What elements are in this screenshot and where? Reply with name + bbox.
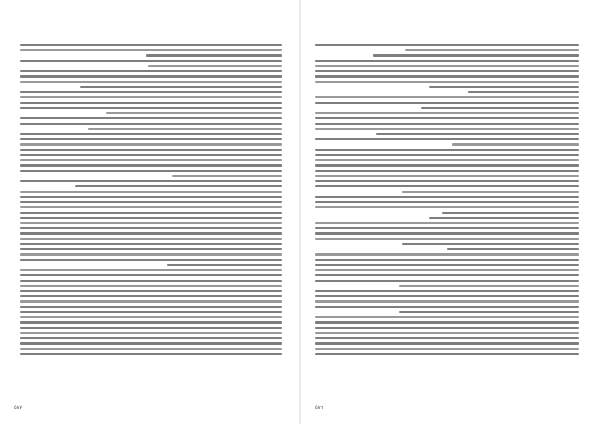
text-line <box>315 196 579 198</box>
text-line <box>376 133 579 135</box>
text-line <box>315 170 579 172</box>
text-line <box>20 259 282 261</box>
text-line <box>315 295 579 297</box>
text-line <box>315 96 579 98</box>
text-line <box>172 175 282 177</box>
text-line <box>315 259 579 261</box>
text-line <box>20 123 282 125</box>
text-line <box>20 227 282 229</box>
text-line <box>315 306 579 308</box>
text-line <box>315 81 579 83</box>
text-line <box>315 342 579 344</box>
text-line <box>20 269 282 271</box>
text-line <box>315 206 579 208</box>
text-line <box>20 196 282 198</box>
text-line <box>20 327 282 329</box>
text-line <box>315 128 579 130</box>
text-line <box>315 112 579 114</box>
text-line <box>20 143 282 145</box>
text-line <box>20 353 282 355</box>
text-line <box>315 70 579 72</box>
text-line <box>20 91 282 93</box>
text-line <box>20 311 282 313</box>
text-line <box>20 280 282 282</box>
text-line <box>402 191 579 193</box>
text-line <box>20 138 282 140</box>
text-line <box>20 300 282 302</box>
text-line <box>20 332 282 334</box>
text-line <box>20 49 282 51</box>
text-line <box>429 86 579 88</box>
text-line <box>315 264 579 266</box>
left-page-text-column <box>20 44 282 392</box>
text-line <box>315 316 579 318</box>
text-line <box>20 306 282 308</box>
text-line <box>20 321 282 323</box>
text-line <box>399 285 579 287</box>
text-line <box>20 206 282 208</box>
text-line <box>315 348 579 350</box>
text-line <box>148 65 282 67</box>
text-line <box>315 138 579 140</box>
text-line <box>452 143 579 145</box>
text-line <box>315 327 579 329</box>
text-line <box>315 123 579 125</box>
text-line <box>20 170 282 172</box>
text-line <box>315 290 579 292</box>
text-line <box>315 321 579 323</box>
text-line <box>315 274 579 276</box>
right-page <box>301 0 600 424</box>
text-line <box>20 212 282 214</box>
text-line <box>315 102 579 104</box>
text-line <box>421 107 579 109</box>
text-line <box>315 353 579 355</box>
text-line <box>20 243 282 245</box>
text-line <box>402 243 579 245</box>
text-line <box>315 201 579 203</box>
text-line <box>315 175 579 177</box>
left-page <box>0 0 299 424</box>
text-line <box>20 201 282 203</box>
text-line <box>20 180 282 182</box>
text-line <box>20 164 282 166</box>
text-line <box>315 253 579 255</box>
text-line <box>146 54 282 56</box>
text-line <box>373 54 579 56</box>
text-line <box>447 248 579 250</box>
text-line <box>20 44 282 46</box>
text-line <box>20 316 282 318</box>
text-line <box>20 191 282 193</box>
text-line <box>315 280 579 282</box>
text-line <box>20 102 282 104</box>
left-page-number: ٥٨٧ <box>14 405 23 411</box>
text-line <box>20 149 282 151</box>
text-line <box>315 238 579 240</box>
text-line <box>468 91 579 93</box>
text-line <box>442 212 579 214</box>
text-line <box>20 232 282 234</box>
text-line <box>315 227 579 229</box>
right-page-number: ٥٨٦ <box>315 405 324 411</box>
text-line <box>315 232 579 234</box>
text-line <box>20 290 282 292</box>
text-line <box>20 133 282 135</box>
text-line <box>20 70 282 72</box>
text-line <box>106 112 282 114</box>
text-line <box>315 44 579 46</box>
text-line <box>167 264 282 266</box>
text-line <box>315 332 579 334</box>
text-line <box>20 96 282 98</box>
text-line <box>80 86 282 88</box>
right-page-text-column <box>315 44 579 392</box>
text-line <box>20 274 282 276</box>
text-line <box>20 342 282 344</box>
text-line <box>315 65 579 67</box>
text-line <box>315 180 579 182</box>
text-line <box>20 117 282 119</box>
text-line <box>20 348 282 350</box>
text-line <box>315 159 579 161</box>
text-line <box>20 159 282 161</box>
text-line <box>20 75 282 77</box>
text-line <box>20 248 282 250</box>
text-line <box>315 269 579 271</box>
text-line <box>20 222 282 224</box>
text-line <box>75 185 282 187</box>
text-line <box>315 222 579 224</box>
text-line <box>315 75 579 77</box>
text-line <box>20 337 282 339</box>
text-line <box>315 185 579 187</box>
text-line <box>20 154 282 156</box>
text-line <box>399 311 579 313</box>
text-line <box>315 154 579 156</box>
text-line <box>20 107 282 109</box>
text-line <box>20 295 282 297</box>
text-line <box>20 253 282 255</box>
text-line <box>315 117 579 119</box>
text-line <box>20 81 282 83</box>
text-line <box>20 217 282 219</box>
text-line <box>405 49 579 51</box>
text-line <box>88 128 282 130</box>
text-line <box>315 300 579 302</box>
text-line <box>20 60 282 62</box>
text-line <box>315 60 579 62</box>
text-line <box>315 337 579 339</box>
text-line <box>429 217 579 219</box>
text-line <box>20 238 282 240</box>
text-line <box>315 164 579 166</box>
text-line <box>315 149 579 151</box>
text-line <box>20 285 282 287</box>
